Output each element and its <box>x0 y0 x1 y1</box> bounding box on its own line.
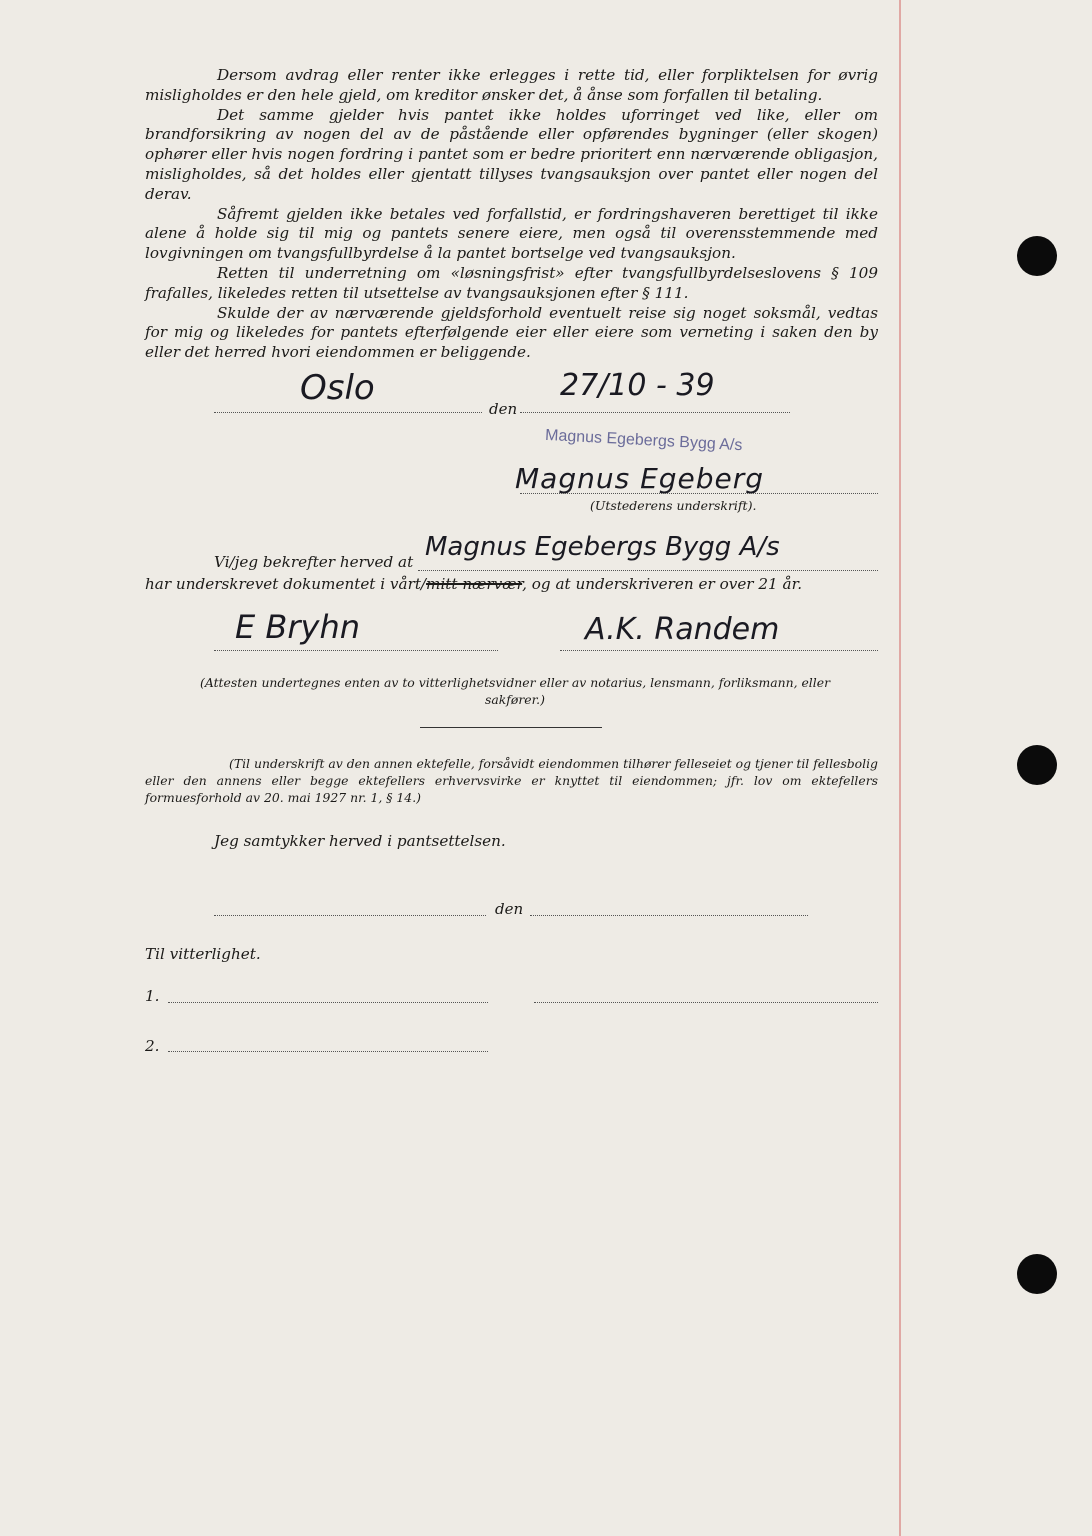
witness-signature-1: E Bryhn <box>235 608 360 646</box>
punch-hole <box>1017 1254 1057 1294</box>
witness-number-2: 2. <box>145 1037 160 1055</box>
witness-signature-line-2 <box>560 650 878 651</box>
date-line <box>520 412 790 413</box>
punch-hole <box>1017 236 1057 276</box>
witnessed-party-line <box>418 570 878 571</box>
paragraph: Såfremt gjelden ikke betales ved forfallstid, er fordringshaveren berettiget til ikke alene å holde sig til mig og pantets senere eiere, men også til overensstemmende med lovgivningen om tvangsfullbyrdelse å la pantet bortselge ved tvangsauksjon. <box>145 204 878 263</box>
date-handwritten: 27/10 - 39 <box>560 368 715 403</box>
issuer-caption: (Utstederens underskrift). <box>590 498 757 513</box>
place-line-2 <box>214 915 486 916</box>
witness-statement-line2: har underskrevet dokumentet i vårt/mitt nærvær, og at underskriveren er over 21 år. <box>145 575 803 593</box>
company-stamp: Magnus Egebergs Bygg A/s <box>544 426 743 455</box>
witness-line-2 <box>168 1051 488 1052</box>
date-line-2 <box>530 915 808 916</box>
witness-signature-2: A.K. Randem <box>585 612 780 647</box>
attest-note: (Attesten undertegnes enten av to vitterlighetsvidner eller av notarius, lensmann, forliksmann, eller sakfører.) <box>200 675 830 707</box>
spouse-note: (Til underskrift av den annen ektefelle, forsåvidt eiendommen tilhører felleseiet og tjener til fellesbolig eller den annens eller begge ektefellers erhvervsvirke er knyttet til eiendommen; jfr. lov om ektefellers formuesforhold av 20. mai 1927 nr. 1, § 14.) <box>145 756 878 805</box>
punch-hole <box>1017 745 1057 785</box>
paragraph: Det samme gjelder hvis pantet ikke holdes uforringet ved like, eller om brandforsikring av nogen del av de påstående eller opførendes bygninger (eller skogen) ophører eller hvis nogen fordring i pantet som er bedre prioritert enn nærværende obligasjon, misligholdes, så det holdes eller gjentatt tillyses tvangsauksjon over pantet eller nogen del derav. <box>145 105 878 203</box>
separator-line <box>420 727 602 728</box>
terms-text <box>145 66 878 363</box>
red-margin-line <box>899 0 901 1536</box>
paragraph: Dersom avdrag eller renter ikke erlegges i rette tid, eller forpliktelsen for øvrig misligholdes er den hele gjeld, om kreditor ønsker det, å ånse som forfallen til betaling. <box>145 66 878 104</box>
witness-number-1: 1. <box>145 987 160 1005</box>
den-label-2: den <box>495 900 524 918</box>
witness-line-1b <box>534 1002 878 1003</box>
den-label: den <box>489 400 518 418</box>
witnessed-party-handwritten: Magnus Egebergs Bygg A/s <box>425 532 780 562</box>
paragraph: Skulde der av nærværende gjeldsforhold eventuelt reise sig noget soksmål, vedtas for mig og likeledes for pantets efterfølgende eier eller eiere som verneting i saken den by eller det herred hvori eiendommen er beliggende. <box>145 303 878 362</box>
consent-text: Jeg samtykker herved i pantsettelsen. <box>214 832 506 850</box>
witness-line-1 <box>168 1002 488 1003</box>
witness-signature-line-1 <box>214 650 498 651</box>
place-handwritten: Oslo <box>300 368 375 408</box>
place-line <box>214 412 482 413</box>
issuer-signature: Magnus Egeberg <box>515 462 765 495</box>
paragraph: Retten til underretning om «løsningsfrist» efter tvangsfullbyrdelseslovens § 109 frafalles, likeledes retten til utsettelse av tvangsauksjonen efter § 111. <box>145 263 878 302</box>
struck-text: mitt nærvær <box>426 575 523 593</box>
issuer-signature-line <box>520 493 878 494</box>
vitterlighet-heading: Til vitterlighet. <box>145 945 261 963</box>
witness-statement-prefix: Vi/jeg bekrefter herved at <box>214 553 414 571</box>
